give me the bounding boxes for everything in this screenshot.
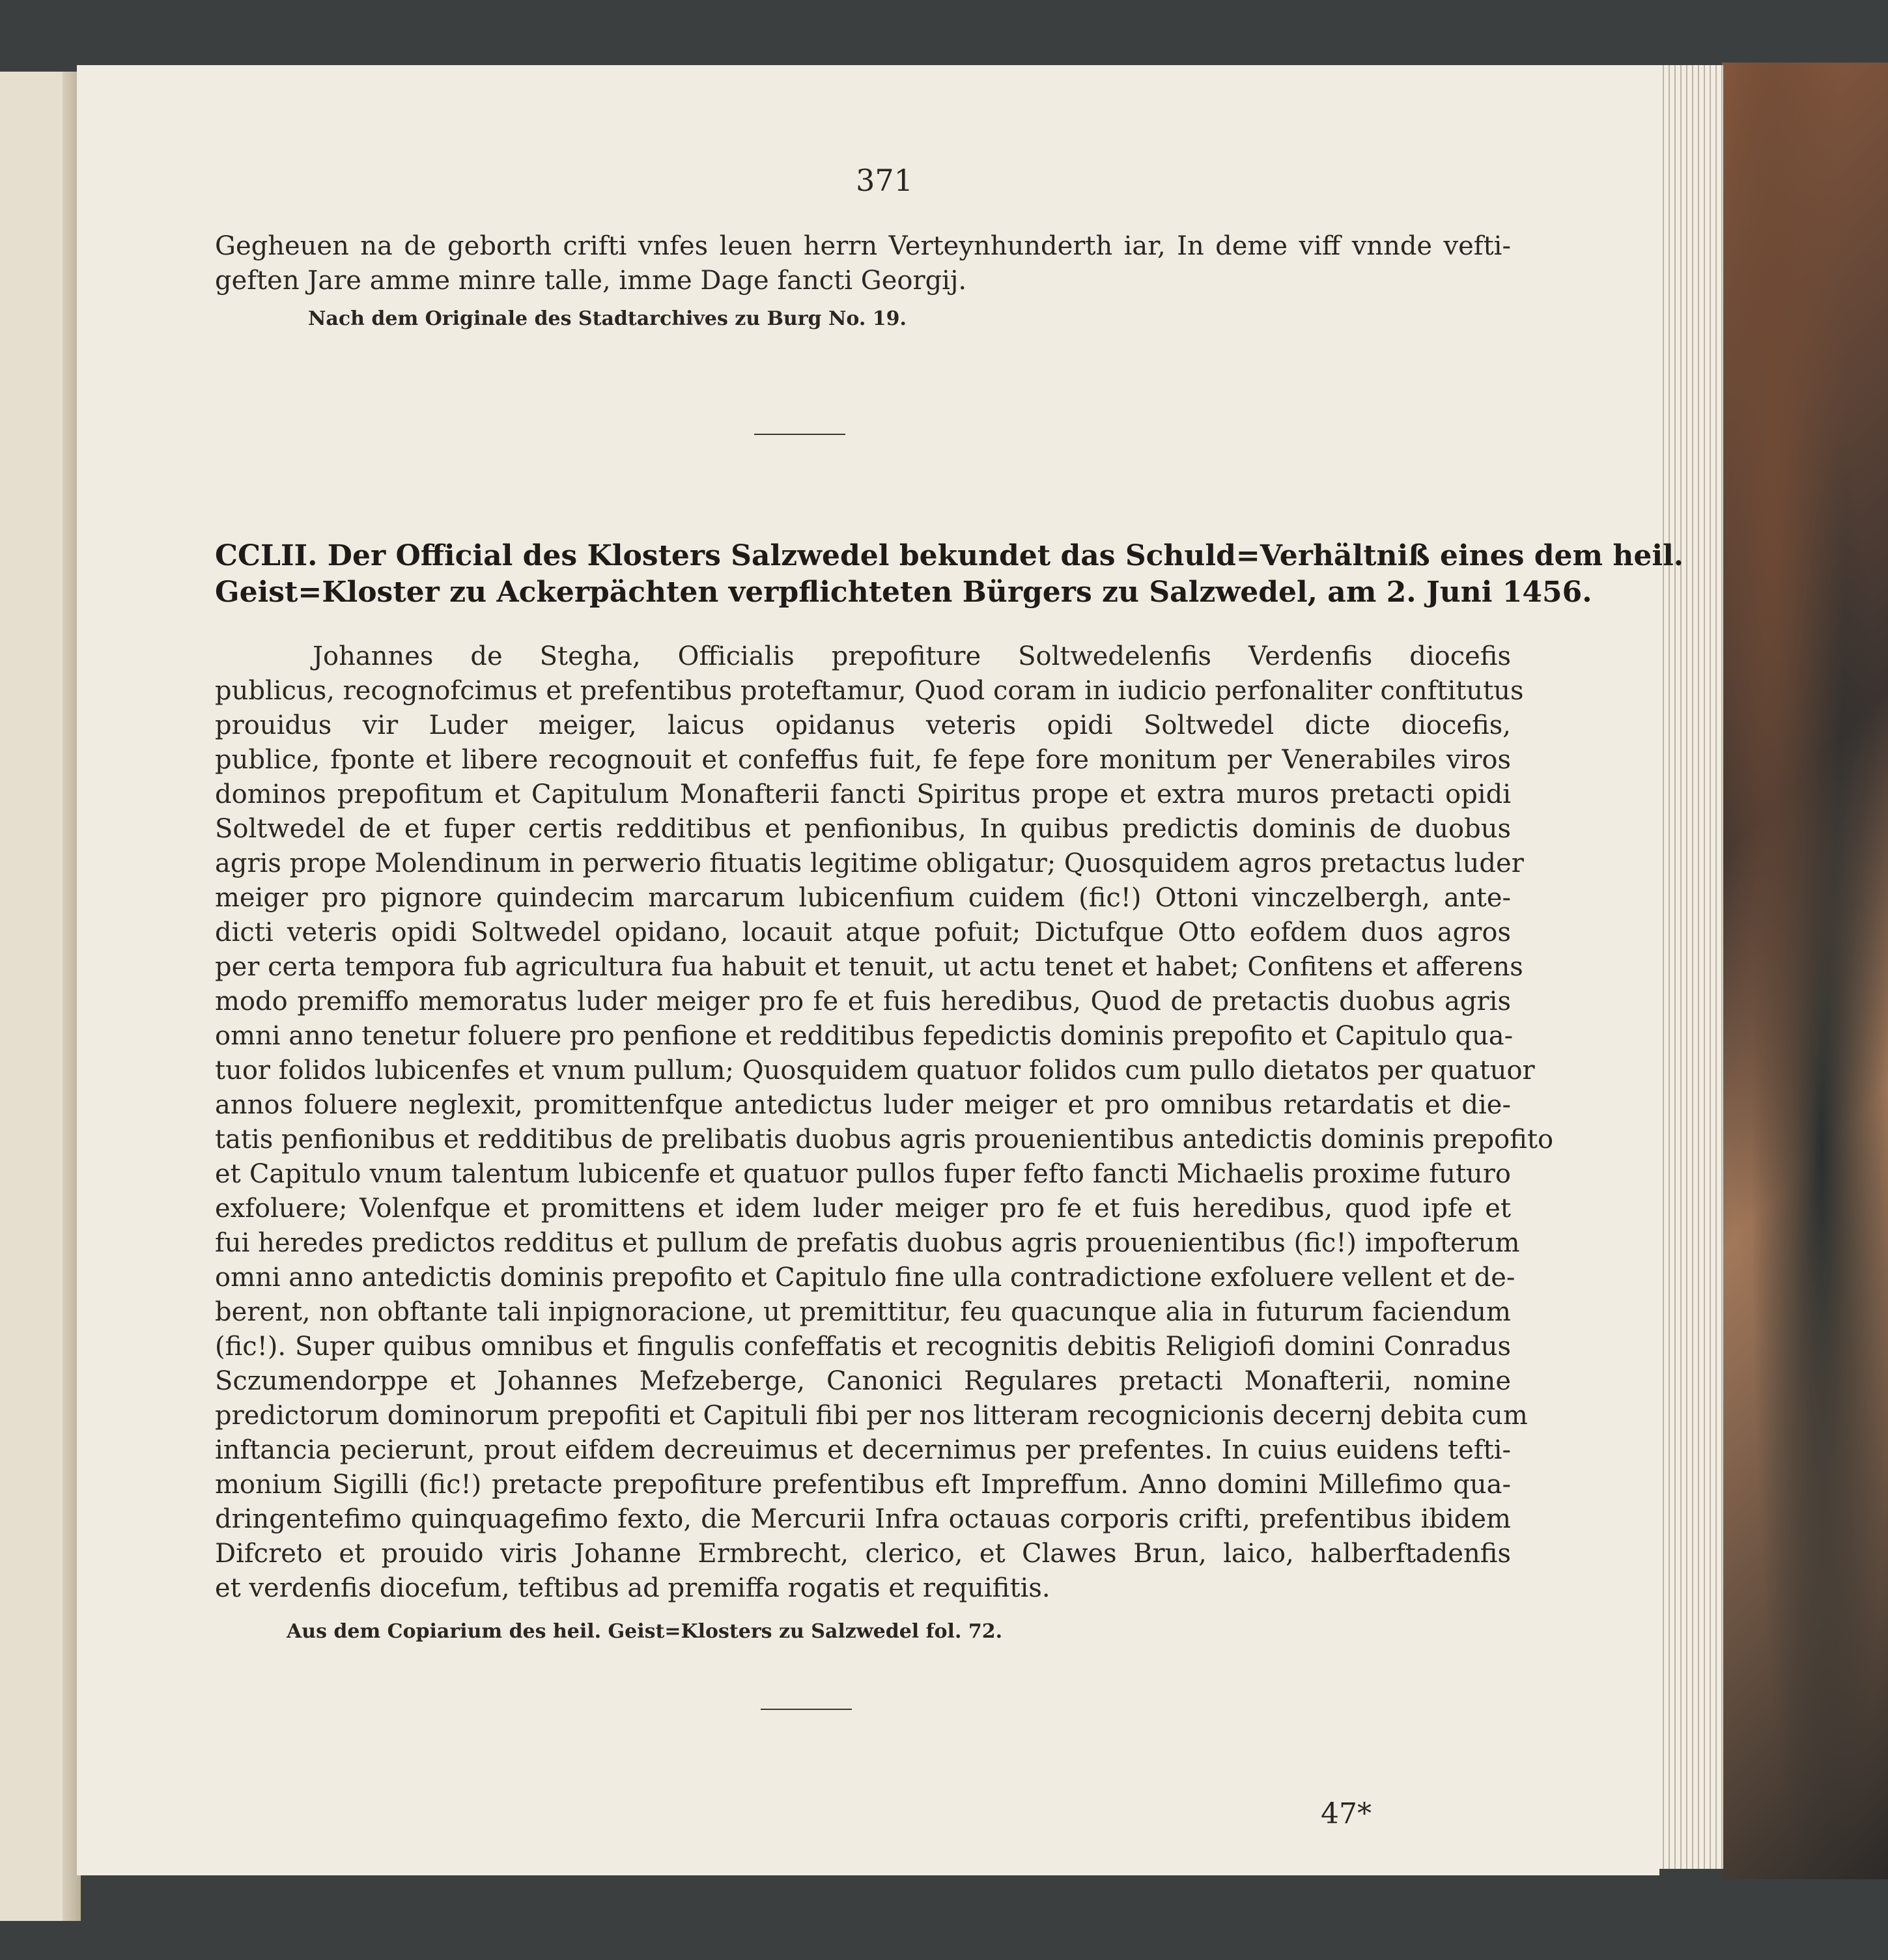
body-line: omni anno antedictis dominis prepofito et Capitulo fine ulla contradictione exfoluere vellent et de- xyxy=(215,1263,1515,1293)
body-line: (fic!). Super quibus omnibus et fingulis confeffatis et recognitis debitis Religiofi domini Conradus xyxy=(215,1332,1511,1362)
section-divider xyxy=(754,434,845,435)
body-line: Sczumendorppe et Johannes Mefzeberge, Canonici Regulares pretacti Monafterii, nomine xyxy=(215,1366,1511,1396)
body-line: agris prope Molendinum in perwerio fituatis legitime obligatur; Quosquidem agros pretactus luder xyxy=(215,848,1524,878)
end-divider xyxy=(761,1709,852,1710)
body-line: tuor folidos lubicenfes et vnum pullum; Quosquidem quatuor folidos cum pullo dietatos per quatuor xyxy=(215,1056,1535,1085)
body-line: prouidus vir Luder meiger, laicus opidanus veteris opidi Soltwedel dicte diocefis, xyxy=(215,710,1511,740)
body-line: dicti veteris opidi Soltwedel opidano, locauit atque pofuit; Dictufque Otto eofdem duos agros xyxy=(215,917,1511,947)
body-line: predictorum dominorum prepofiti et Capituli fibi per nos litteram recognicionis decernj debita cum xyxy=(215,1401,1528,1431)
continuation-text xyxy=(215,229,1511,298)
body-line: per certa tempora fub agricultura fua habuit et tenuit, ut actu tenet et habet; Confitens et afferens xyxy=(215,952,1523,982)
body-line: annos foluere neglexit, promittenfque antedictus luder meiger et pro omnibus retardatis et die- xyxy=(215,1090,1511,1120)
book-page xyxy=(77,65,1684,1875)
body-line: exfoluere; Volenfque et promittens et idem luder meiger pro fe et fuis heredibus, quod ipfe et xyxy=(215,1194,1511,1224)
body-line: et verdenfis diocefum, teftibus ad premiffa rogatis et requifitis. xyxy=(215,1573,1050,1603)
body-line: monium Sigilli (fic!) pretacte prepofiture prefentibus eft Impreffum. Anno domini Millefimo qua- xyxy=(215,1470,1511,1500)
document-number: CCLII. xyxy=(215,539,318,572)
continuation-line-1: Gegheuen na de geborth crifti vnfes leuen herrn Verteynhunderth iar, In deme viff vnnde vefti- xyxy=(215,231,1511,261)
body-line: berent, non obftante tali inpignoracione, ut premittitur, feu quacunque alia in futurum faciendum xyxy=(215,1297,1511,1327)
document-source-note: Aus dem Copiarium des heil. Geist=Klosters zu Salzwedel fol. 72. xyxy=(287,1620,1003,1643)
body-line: et Capitulo vnum talentum lubicenfe et quatuor pullos fuper fefto fancti Michaelis proxime futuro xyxy=(215,1159,1511,1189)
body-line: dominos prepofitum et Capitulum Monafterii fancti Spiritus prope et extra muros pretacti opidi xyxy=(215,779,1511,809)
continuation-line-2: geften Jare amme minre talle, imme Dage fancti Georgij. xyxy=(215,266,967,296)
signature-mark: 47* xyxy=(1321,1797,1372,1830)
heading-line-1 xyxy=(215,538,1684,574)
document-body xyxy=(215,639,1554,1606)
heading-title-line-1: Der Official des Klosters Salzwedel bekundet das Schuld=Verhältniß eines dem heil. xyxy=(327,539,1684,572)
body-line: fui heredes predictos redditus et pullum de prefatis duobus agris prouenientibus (fic!) impofterum xyxy=(215,1228,1520,1258)
body-line: dringentefimo quinquagefimo fexto, die Mercurii Infra octauas corporis crifti, prefentibus ibidem xyxy=(215,1504,1511,1534)
body-line: tatis penfionibus et redditibus de prelibatis duobus agris prouenientibus antedictis dominis prepofito xyxy=(215,1125,1554,1155)
page-edges xyxy=(1658,65,1723,1869)
continuation-source-note: Nach dem Originale des Stadtarchives zu Burg No. 19. xyxy=(308,307,907,330)
heading-title-line-2: Geist=Kloster zu Ackerpächten verpflichteten Bürgers zu Salzwedel, am 2. Juni 1456. xyxy=(215,576,1592,609)
marbled-cover xyxy=(1722,63,1888,1879)
body-line: Johannes de Stegha, Officialis prepofiture Soltwedelenfis Verdenfis diocefis xyxy=(313,641,1511,671)
body-line: modo premiffo memoratus luder meiger pro fe et fuis heredibus, Quod de pretactis duobus agris xyxy=(215,987,1511,1016)
body-line: publicus, recognofcimus et prefentibus proteftamur, Quod coram in iudicio perfonaliter conftitutus xyxy=(215,676,1524,706)
body-line: publice, fponte et libere recognouit et confeffus fuit, fe fepe fore monitum per Venerabiles viros xyxy=(215,745,1511,775)
document-heading xyxy=(215,538,1684,611)
body-line: meiger pro pignore quindecim marcarum lubicenfium cuidem (fic!) Ottoni vinczelbergh, ante- xyxy=(215,883,1511,913)
body-line: omni anno tenetur foluere pro penfione et redditibus fepedictis dominis prepofito et Capitulo qua- xyxy=(215,1021,1514,1051)
body-line: Difcreto et prouido viris Johanne Ermbrecht, clerico, et Clawes Brun, laico, halberftadenfis xyxy=(215,1539,1511,1569)
body-line: Soltwedel de et fuper certis redditibus et penfionibus, In quibus predictis dominis de duobus xyxy=(215,814,1511,844)
body-line: inftancia pecierunt, prout eifdem decreuimus et decernimus per prefentes. In cuius euidens tefti- xyxy=(215,1435,1511,1465)
page-number: 371 xyxy=(856,163,913,198)
